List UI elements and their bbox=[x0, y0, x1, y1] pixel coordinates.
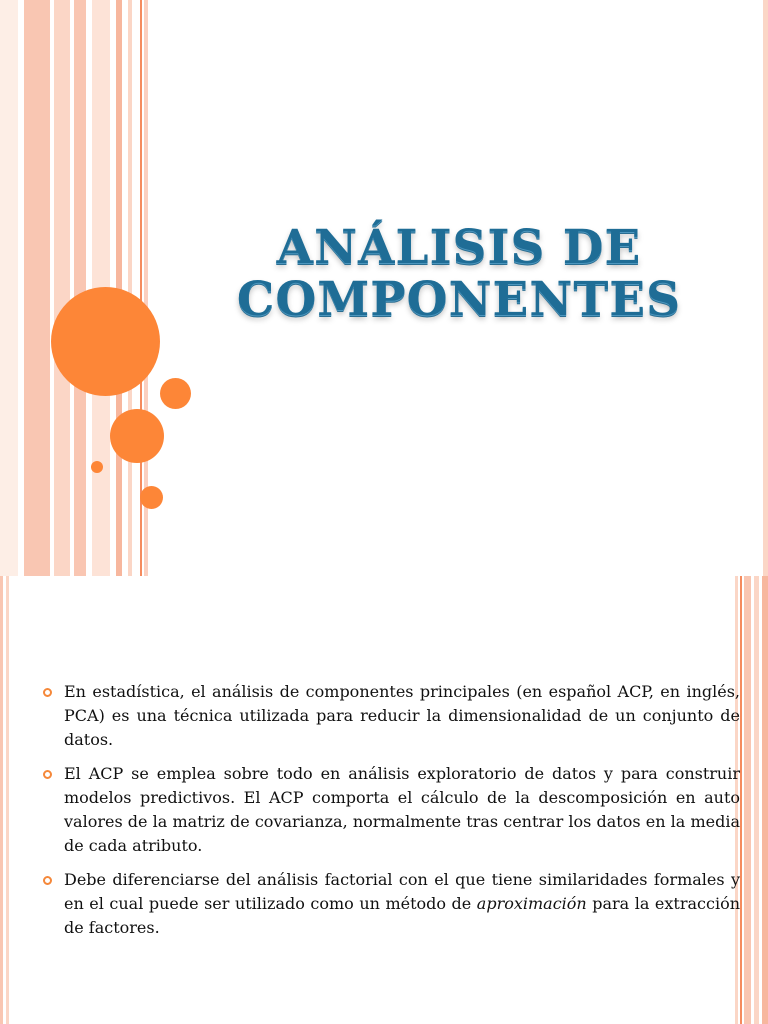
bullet-text: El ACP se emplea sobre todo en análisis exploratorio de datos y para construir modelos predictivos. El ACP comporta el cálculo de la descomposición en auto valores de la matriz de covarianza, normalmente tras centrar los datos en la media de cada atributo. bbox=[64, 764, 740, 855]
decor-band bbox=[54, 0, 70, 576]
bullet-text: En estadística, el análisis de componentes principales (en español ACP, en inglés, PCA) es una técnica utilizada para reducir la dimensionalidad de un conjunto de datos. bbox=[64, 682, 740, 749]
bullet-item bbox=[40, 762, 740, 858]
decor-band bbox=[0, 0, 18, 576]
slide-title-line: ANÁLISIS DE bbox=[276, 220, 642, 275]
bullet-text: Debe diferenciarse del análisis factorial con el que tiene similaridades formales y en el cual puede ser utilizado como un método de bbox=[64, 870, 740, 913]
bullet-ring-icon bbox=[43, 876, 52, 885]
bullet-ring-icon bbox=[43, 688, 52, 697]
bullet-list bbox=[40, 680, 740, 950]
decor-band bbox=[754, 576, 759, 1024]
bullet-item bbox=[40, 680, 740, 752]
decor-band bbox=[6, 576, 9, 1024]
decor-band bbox=[24, 0, 50, 576]
decor-band bbox=[740, 576, 742, 1024]
slide-title bbox=[150, 222, 768, 326]
bullet-ring-icon bbox=[43, 770, 52, 779]
decor-band bbox=[762, 576, 768, 1024]
decor-circle-medium bbox=[110, 409, 164, 463]
slide-title-line: COMPONENTES bbox=[236, 272, 682, 327]
bullet-item bbox=[40, 868, 740, 940]
decor-band bbox=[744, 576, 751, 1024]
bullet-text: para la extracción de factores. bbox=[64, 894, 741, 937]
decor-circle-small bbox=[160, 378, 191, 409]
bullet-emphasis: aproximación bbox=[476, 894, 587, 913]
decor-circle-large bbox=[51, 287, 160, 396]
decor-band bbox=[0, 576, 3, 1024]
decor-circle-tiny bbox=[91, 461, 103, 473]
decor-band bbox=[74, 0, 86, 576]
content-slide bbox=[0, 576, 768, 1024]
decor-band bbox=[128, 0, 132, 576]
decor-circle-small bbox=[140, 486, 163, 509]
